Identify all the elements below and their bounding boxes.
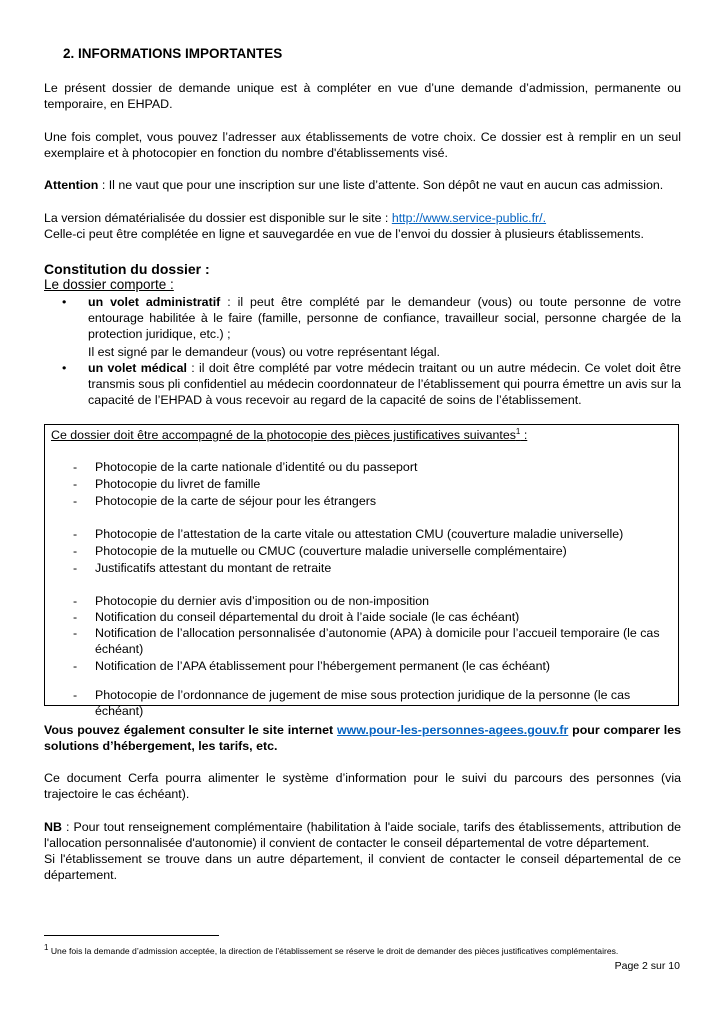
online-version-text-2: Celle-ci peut être complétée en ligne et sauvegardée en vue de l’envoi du dossier à plusieurs établissements. xyxy=(44,227,644,241)
document-item-text: Notification de l’allocation personnalisée d’autonomie (APA) à domicile pour l’accueil temporaire (le cas échéant) xyxy=(95,626,660,656)
nb-label: NB xyxy=(44,820,62,834)
nb-text: : Pour tout renseignement complémentaire (habilitation à l'aide sociale, tarifs des établissements, attribution de l'allocation personnalisée d'autonomie) il convient de contacter le conseil départemental de votre département. xyxy=(44,820,681,850)
footnote-reference: 1 xyxy=(515,426,521,436)
footnote xyxy=(44,943,684,957)
document-item-text: Notification du conseil départemental du droit à l’aide sociale (le cas échéant) xyxy=(95,610,520,624)
bullet-medical-label: un volet médical xyxy=(88,361,187,375)
bullet-administrative-extra: Il est signé par le demandeur (vous) ou votre représentant légal. xyxy=(88,345,440,359)
bullet-administrative-desc: : il peut être complété par le demandeur (vous) ou toute personne de votre entourage habilitée à le faire (famille, personne de confiance, travailleur social, personne chargée de la protection juridique, etc.) ; xyxy=(88,295,681,341)
dash-marker: - xyxy=(73,544,78,558)
nb-paragraph xyxy=(44,819,681,883)
document-item-text: Justificatifs attestant du montant de retraite xyxy=(95,561,332,575)
footnote-mark: 1 xyxy=(44,943,49,953)
dash-marker: - xyxy=(73,594,78,608)
document-item-text: Photocopie du livret de famille xyxy=(95,477,261,491)
bullet-marker: • xyxy=(62,295,67,309)
required-documents-title xyxy=(51,427,527,443)
bullet-marker: • xyxy=(62,361,67,375)
bullet-medical-desc: : il doit être complété par votre médecin traitant ou un autre médecin. Ce volet doit être transmis sous pli confidentiel au médecin coordonnateur de l’établissement qui pourra émettre un avis sur la capacité de l’EHPAD à vous recevoir au regard de la capacité de soins de l’établissement. xyxy=(88,361,682,407)
document-item-text: Photocopie de la carte de séjour pour les étrangers xyxy=(95,494,377,508)
consult-text-b: pour comparer les solutions d’hébergement, les tarifs, etc. xyxy=(44,723,681,753)
constitution-subheading: Le dossier comporte : xyxy=(44,277,174,292)
dash-marker: - xyxy=(73,626,78,640)
document-item-text: Notification de l’APA établissement pour l’hébergement permanent (le cas échéant) xyxy=(95,659,551,673)
dash-marker: - xyxy=(73,610,78,624)
bullet-administrative-text xyxy=(88,294,681,342)
bullet-medical-text xyxy=(88,360,681,408)
required-documents-title-end: : xyxy=(520,428,528,442)
intro-paragraph-1: Le présent dossier de demande unique est à compléter en vue d’une demande d’admission, permanente ou temporaire, en EHPAD. xyxy=(44,81,681,111)
attention-paragraph xyxy=(44,177,681,193)
document-item-text: Photocopie de l’ordonnance de jugement de mise sous protection juridique de la personne (le cas échéant) xyxy=(95,688,631,718)
consult-website-paragraph xyxy=(44,722,681,754)
document-item-text: Photocopie de la carte nationale d’identité ou du passeport xyxy=(95,460,418,474)
constitution-heading: Constitution du dossier : xyxy=(44,261,210,277)
document-item-text: Photocopie de l’attestation de la carte vitale ou attestation CMU (couverture maladie universelle) xyxy=(95,527,624,541)
dash-marker: - xyxy=(73,477,78,491)
page-number: Page 2 sur 10 xyxy=(614,960,680,972)
footnote-separator xyxy=(44,935,219,936)
dash-marker: - xyxy=(73,460,78,474)
required-documents-title-text: Ce dossier doit être accompagné de la photocopie des pièces justificatives suivantes xyxy=(51,428,516,442)
dash-marker: - xyxy=(73,494,78,508)
nb-text-2: Si l'établissement se trouve dans un autre département, il convient de contacter le conseil départemental de ce département. xyxy=(44,852,681,882)
attention-text: : Il ne vaut que pour une inscription sur une liste d’attente. Son dépôt ne vaut en aucun cas admission. xyxy=(98,178,664,192)
online-version-text: La version dématérialisée du dossier est disponible sur le site : xyxy=(44,211,392,225)
dash-marker: - xyxy=(73,527,78,541)
dash-marker: - xyxy=(73,561,78,575)
document-item-text: Photocopie du dernier avis d’imposition ou de non-imposition xyxy=(95,594,430,608)
dash-marker: - xyxy=(73,659,78,673)
document-item-text: Photocopie de la mutuelle ou CMUC (couverture maladie universelle complémentaire) xyxy=(95,544,567,558)
intro-paragraph-2: Une fois complet, vous pouvez l’adresser aux établissements de votre choix. Ce dossier est à remplir en un seul exemplaire et à photocopier en fonction du nombre d'établissements visé. xyxy=(44,130,681,160)
bullet-administrative-label: un volet administratif xyxy=(88,295,221,309)
service-public-link[interactable]: http://www.service-public.fr/. xyxy=(391,211,547,225)
online-version-paragraph xyxy=(44,210,681,242)
cerfa-paragraph: Ce document Cerfa pourra alimenter le système d’information pour le suivi du parcours des personnes (via trajectoire le cas échéant). xyxy=(44,771,681,801)
required-documents-box xyxy=(44,424,679,718)
consult-text-a: Vous pouvez également consulter le site internet xyxy=(44,723,337,737)
dash-marker: - xyxy=(73,688,78,702)
attention-label: Attention xyxy=(44,178,99,192)
footnote-text: Une fois la demande d’admission acceptée, la direction de l’établissement se réserve le droit de demander des pièces justificatives complémentaires. xyxy=(48,946,619,956)
section-heading: 2. INFORMATIONS IMPORTANTES xyxy=(63,46,283,61)
personnes-agees-link[interactable]: www.pour-les-personnes-agees.gouv.fr xyxy=(336,723,569,737)
